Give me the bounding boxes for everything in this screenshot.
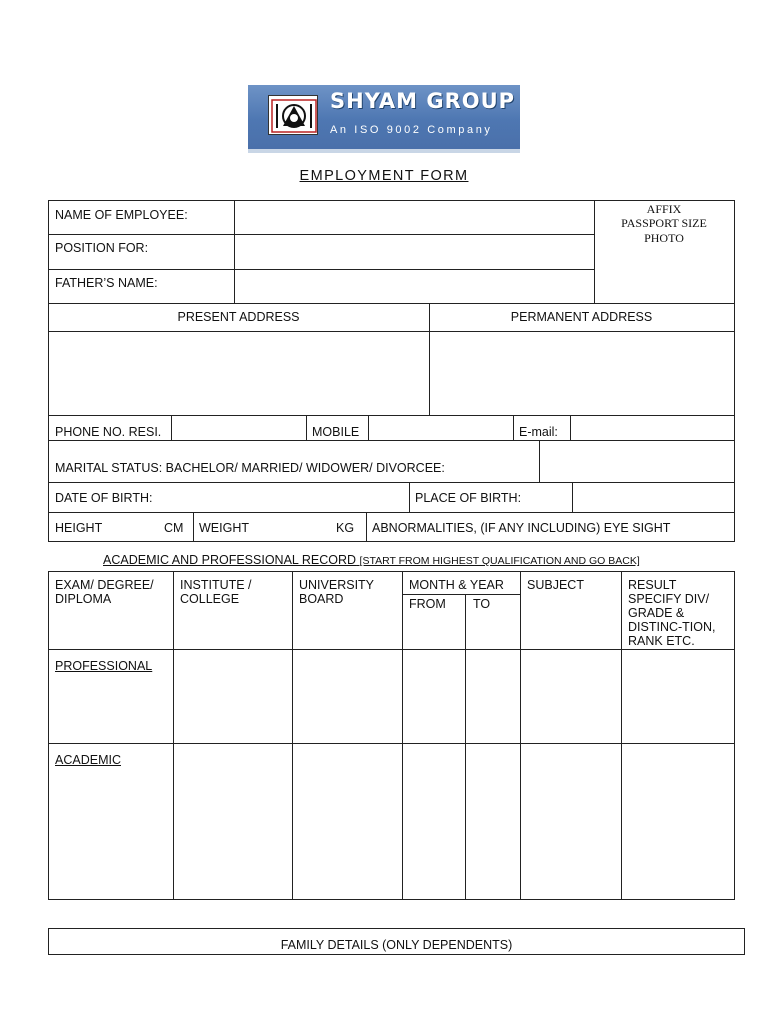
phone-resi-field[interactable] bbox=[172, 416, 305, 439]
col-header-university: UNIVERSITY BOARD bbox=[299, 578, 374, 606]
position-for-field[interactable] bbox=[235, 235, 593, 268]
mobile-field[interactable] bbox=[369, 416, 512, 439]
academic-record-entry[interactable] bbox=[174, 744, 734, 898]
row-label-academic: ACADEMIC bbox=[55, 753, 121, 767]
name-of-employee-field[interactable] bbox=[235, 201, 593, 233]
name-of-employee-label: NAME OF EMPLOYEE: bbox=[55, 208, 188, 222]
academic-record-heading bbox=[103, 553, 640, 568]
logo-tagline: An ISO 9002 Company bbox=[330, 124, 493, 136]
permanent-address-label: PERMANENT ADDRESS bbox=[510, 310, 653, 324]
weight-label: WEIGHT bbox=[199, 521, 249, 535]
photo-label-affix: AFFIX bbox=[646, 202, 682, 216]
email-field[interactable] bbox=[571, 416, 733, 439]
date-of-birth-label: DATE OF BIRTH: bbox=[55, 491, 153, 505]
form-title: EMPLOYMENT FORM bbox=[299, 168, 469, 184]
fathers-name-label: FATHER’S NAME: bbox=[55, 276, 158, 290]
col-header-month-year: MONTH & YEAR bbox=[409, 578, 504, 592]
col-header-institute: INSTITUTE / COLLEGE bbox=[180, 578, 252, 606]
mobile-label: MOBILE bbox=[312, 425, 360, 439]
email-label: E-mail: bbox=[519, 425, 558, 439]
present-address-label: PRESENT ADDRESS bbox=[177, 310, 300, 324]
academic-record-title: ACADEMIC AND PROFESSIONAL RECORD bbox=[103, 553, 357, 567]
permanent-address-field[interactable] bbox=[430, 332, 733, 414]
phone-resi-label: PHONE NO. RESI. bbox=[55, 425, 162, 439]
present-address-field[interactable] bbox=[49, 332, 428, 414]
logo-emblem-icon bbox=[268, 95, 318, 135]
fathers-name-field[interactable] bbox=[235, 270, 593, 302]
logo-name: SHYAM GROUP bbox=[330, 89, 516, 113]
company-logo bbox=[248, 85, 520, 153]
photo-label-photo: PHOTO bbox=[644, 231, 684, 245]
place-of-birth-label: PLACE OF BIRTH: bbox=[415, 491, 522, 505]
col-header-from: FROM bbox=[409, 597, 446, 611]
col-header-exam: EXAM/ DEGREE/ DIPLOMA bbox=[55, 578, 154, 606]
weight-unit-kg: KG bbox=[336, 521, 355, 535]
row-label-professional: PROFESSIONAL bbox=[55, 659, 153, 673]
abnormalities-label: ABNORMALITIES, (IF ANY INCLUDING) EYE SIGHT bbox=[372, 521, 671, 535]
place-of-birth-field[interactable] bbox=[573, 483, 733, 511]
family-details-heading: FAMILY DETAILS (ONLY DEPENDENTS) bbox=[280, 938, 513, 952]
academic-record-note: [START FROM HIGHEST QUALIFICATION AND GO BACK] bbox=[359, 555, 640, 567]
marital-status-label: MARITAL STATUS: BACHELOR/ MARRIED/ WIDOWER/ DIVORCEE: bbox=[55, 461, 445, 475]
height-unit-cm: CM bbox=[164, 521, 184, 535]
col-header-subject: SUBJECT bbox=[527, 578, 584, 592]
height-label: HEIGHT bbox=[55, 521, 103, 535]
position-for-label: POSITION FOR: bbox=[55, 241, 149, 255]
col-header-result: RESULT SPECIFY DIV/ GRADE & DISTINC-TION, RANK ETC. bbox=[628, 578, 716, 648]
col-header-to: TO bbox=[473, 597, 491, 611]
professional-record-entry[interactable] bbox=[174, 650, 734, 742]
marital-status-field[interactable] bbox=[540, 441, 733, 481]
photo-label-passport: PASSPORT SIZE bbox=[621, 216, 707, 230]
